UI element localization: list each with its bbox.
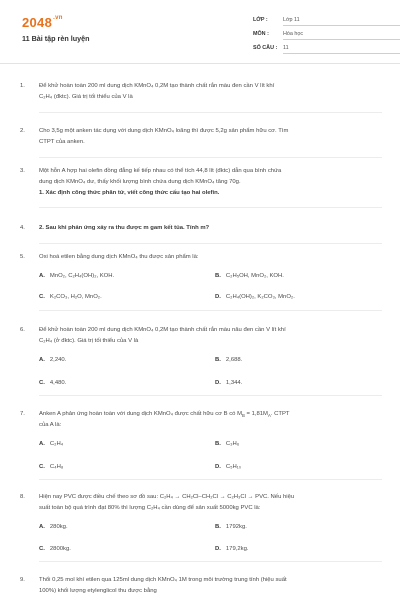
options-row: [39, 292, 382, 305]
question-line: C₂H₄ (đktc). Giá trị tối thiểu của V là: [39, 93, 133, 100]
option-b[interactable]: [215, 355, 242, 366]
question-text: [39, 325, 382, 347]
option-text: C₅H₁₀: [225, 463, 242, 470]
question-text: [39, 81, 382, 103]
question-1: [20, 81, 382, 113]
option-letter: C.: [39, 545, 45, 552]
meta-underline: [283, 53, 400, 54]
question-text: [39, 409, 382, 431]
question-separator: [39, 207, 382, 208]
meta-value: Lớp 11: [283, 17, 300, 23]
meta-count: [253, 45, 289, 51]
question-line: Để khử hoàn toàn 200 ml dung dịch KMnO₄ 0,2M tạo thành chất rắn màu đen cần V lít khí: [39, 83, 275, 89]
option-text: C₂H₄(OH)₂, K₂CO₃, MnO₂.: [225, 293, 295, 300]
question-number: 5.: [20, 254, 25, 260]
question-text: [39, 575, 382, 597]
question-number: 4.: [20, 225, 25, 231]
option-text: 179,2kg.: [225, 545, 249, 552]
option-d[interactable]: [215, 544, 249, 555]
options-row: [39, 522, 382, 535]
logo-text: 2048: [22, 15, 53, 30]
option-c[interactable]: [39, 544, 71, 555]
question-separator: [39, 561, 382, 562]
option-letter: B.: [215, 272, 221, 279]
option-d[interactable]: [215, 292, 295, 303]
option-letter: A.: [39, 272, 45, 279]
option-text: C₄H₈: [49, 463, 64, 470]
option-a[interactable]: [39, 439, 63, 450]
option-c[interactable]: [39, 292, 102, 303]
option-letter: B.: [215, 523, 221, 530]
question-2: [20, 126, 382, 158]
meta-label: MÔN :: [253, 31, 269, 37]
question-separator: [39, 157, 382, 158]
question-separator: [39, 395, 382, 396]
meta-value: 11: [283, 45, 289, 51]
option-b[interactable]: [215, 271, 284, 282]
option-text: 2800kg.: [49, 545, 71, 552]
option-a[interactable]: [39, 355, 66, 366]
option-text: 1,344.: [225, 379, 243, 386]
question-subpart: 2. Sau khi phản ứng xảy ra thu được m gam kết tủa. Tính m?: [39, 225, 210, 231]
option-c[interactable]: [39, 462, 63, 473]
option-c[interactable]: [39, 378, 66, 389]
option-a[interactable]: [39, 271, 114, 282]
question-9: [20, 575, 382, 597]
option-d[interactable]: [215, 378, 242, 389]
question-line: Hiện nay PVC được điều chế theo sơ đồ sau: C₂H₄ → CH₂Cl–CH₂Cl → C₂H₃Cl → PVC. Nếu hiệu: [39, 494, 295, 500]
options-row: [39, 439, 382, 452]
option-letter: C.: [39, 463, 45, 470]
question-5: [20, 252, 382, 311]
question-number: 1.: [20, 83, 25, 89]
option-text: 1792kg.: [225, 523, 247, 530]
options-row: [39, 355, 382, 368]
question-text: [39, 126, 382, 148]
options-row: [39, 378, 382, 391]
option-text: 280kg.: [49, 523, 68, 530]
question-separator: [39, 112, 382, 113]
option-text: MnO₂, C₂H₄(OH)₂, KOH.: [49, 272, 115, 279]
question-separator: [39, 310, 382, 311]
question-line: của A là:: [39, 421, 62, 428]
option-text: 2,688.: [225, 356, 243, 363]
question-subpart: 1. Xác định công thức phân tử, viết công thức cấu tạo hai olefin.: [39, 189, 220, 196]
question-line: CTPT của anken.: [39, 138, 85, 145]
question-line: suất toàn bộ quá trình đạt 80% thì lượng C₂H₄ cần dùng để sản xuất 5000kg PVC là:: [39, 504, 261, 511]
option-letter: C.: [39, 293, 45, 300]
options-row: [39, 544, 382, 557]
page-title: 11 Bài tập rèn luyện: [22, 34, 90, 43]
option-letter: B.: [215, 440, 221, 447]
question-number: 7.: [20, 411, 25, 417]
option-a[interactable]: [39, 522, 68, 533]
question-3: [20, 166, 382, 208]
question-number: 3.: [20, 168, 25, 174]
option-letter: B.: [215, 356, 221, 363]
question-line: 100%) khối lượng etylenglicol thu được bằng: [39, 587, 157, 594]
logo-suffix: .vn: [53, 15, 63, 21]
question-line: Để khử hoàn toàn 200 ml dung dịch KMnO₄ 0,2M tạo thành chất rắn màu nâu đen cần V lít khí: [39, 327, 286, 333]
option-d[interactable]: [215, 462, 241, 473]
option-letter: A.: [39, 356, 45, 363]
option-text: C₂H₄: [49, 440, 64, 447]
question-line: Anken A phản ứng hoàn toàn với dung dịch KMnO₄ được chất hữu cơ B có $M_B = 1,81M_A$. CTPT: [39, 411, 290, 419]
option-b[interactable]: [215, 522, 247, 533]
options-row: [39, 462, 382, 475]
option-text: 4,480.: [49, 379, 67, 386]
question-separator: [39, 479, 382, 480]
question-line: Thổi 0,25 mol khí etilen qua 125ml dung dịch KMnO₄ 1M trong môi trường trung tính (hiệu suất: [39, 577, 287, 583]
question-6: [20, 325, 382, 396]
option-letter: A.: [39, 440, 45, 447]
question-line: dung dịch KMnO₄ dư, thấy khối lượng bình chứa dung dịch KMnO₄ tăng 70g.: [39, 178, 241, 185]
option-letter: D.: [215, 293, 221, 300]
question-number: 9.: [20, 577, 25, 583]
question-text: [39, 166, 382, 198]
meta-value: Hóa học: [283, 31, 304, 37]
meta-underline: [283, 25, 400, 26]
meta-class: [253, 17, 300, 23]
option-letter: C.: [39, 379, 45, 386]
site-logo[interactable]: [22, 15, 63, 30]
question-text: [39, 492, 382, 514]
option-letter: A.: [39, 523, 45, 530]
header-divider: [0, 63, 400, 64]
meta-underline: [283, 39, 400, 40]
question-8: [20, 492, 382, 562]
question-7: [20, 409, 382, 480]
question-line: Oxi hoá etilen bằng dung dịch KMnO₄ thu được sản phẩm là:: [39, 254, 199, 260]
question-line: Một hỗn A hợp hai olefin đồng đẳng kế tiếp nhau có thể tích 44,8 lít (đktc) dẫn qua bình chứa: [39, 168, 282, 174]
option-letter: D.: [215, 545, 221, 552]
option-letter: D.: [215, 463, 221, 470]
question-text: [39, 252, 382, 263]
option-b[interactable]: [215, 439, 239, 450]
meta-label: SỐ CÂU :: [253, 45, 278, 51]
question-number: 6.: [20, 327, 25, 333]
option-text: 2,240.: [49, 356, 67, 363]
question-number: 8.: [20, 494, 25, 500]
option-text: C₃H₆: [225, 440, 240, 447]
options-row: [39, 271, 382, 284]
question-text: [39, 223, 382, 234]
question-line: C₂H₄ (ở đktc). Giá trị tối thiểu của V là: [39, 337, 139, 344]
question-4: [20, 223, 382, 244]
option-text: C₂H₅OH, MnO₂, KOH.: [225, 272, 284, 279]
question-line: Cho 3,5g một anken tác dụng với dung dịch KMnO₄ loãng thì được 5,2g sản phẩm hữu cơ. Tìm: [39, 128, 289, 134]
question-separator: [39, 243, 382, 244]
option-letter: D.: [215, 379, 221, 386]
option-text: K₂CO₃, H₂O, MnO₂.: [49, 293, 102, 300]
question-number: 2.: [20, 128, 25, 134]
meta-subject: [253, 31, 303, 37]
meta-label: LỚP :: [253, 17, 268, 23]
